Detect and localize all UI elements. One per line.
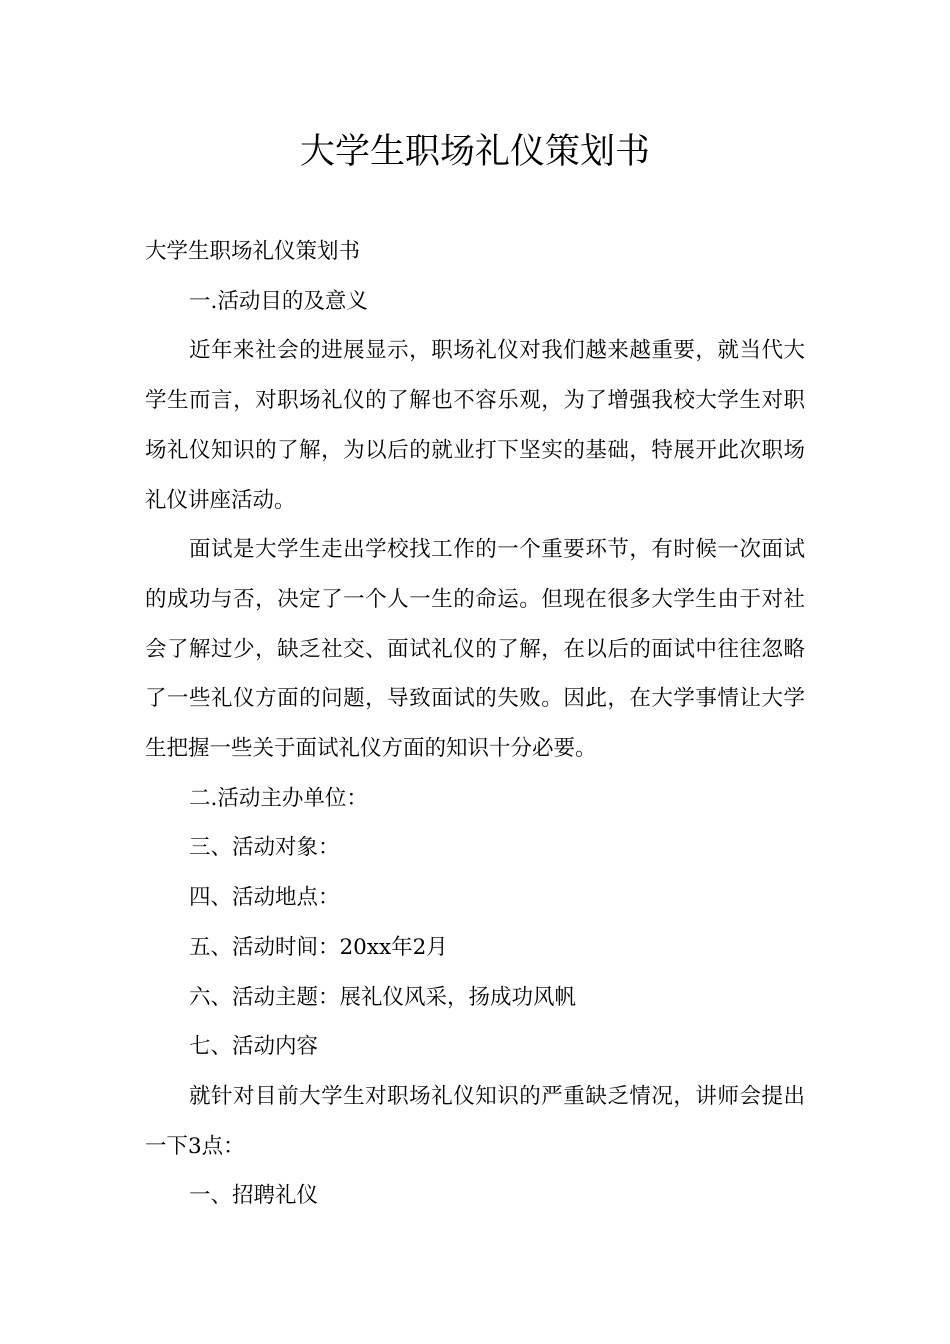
paragraph-content-intro: 就针对目前大学生对职场礼仪知识的严重缺乏情况，讲师会提出一下3点： <box>145 1083 805 1159</box>
section-heading-theme: 六、活动主题：展礼仪风采，扬成功风帆 <box>189 984 577 1010</box>
subtitle-paragraph: 大学生职场礼仪策划书 <box>145 239 361 264</box>
subsection-heading-recruitment: 一、招聘礼仪 <box>189 1183 319 1209</box>
section-heading-location: 四、活动地点： <box>189 885 340 911</box>
paragraph-interview: 面试是大学生走出学校找工作的一个重要环节，有时候一次面试的成功与否，决定了一个人一生的命运。但现在很多大学生由于对社会了解过少，缺乏社交、面试礼仪的了解，在以后的面试中往往忽略了一些礼仪方面的问题，导致面试的失败。因此，在大学事情让大学生把握一些关于面试礼仪方面的知识十分必要。 <box>145 537 805 762</box>
section-heading-content: 七、活动内容 <box>189 1034 319 1060</box>
section-heading-time: 五、活动时间：20xx年2月 <box>189 934 448 960</box>
section-heading-purpose: 一.活动目的及意义 <box>189 288 368 314</box>
document-body <box>145 227 805 1221</box>
section-heading-audience: 三、活动对象： <box>189 835 340 861</box>
paragraph-background: 近年来社会的进展显示，职场礼仪对我们越来越重要，就当代大学生而言，对职场礼仪的了解也不容乐观，为了增强我校大学生对职场礼仪知识的了解，为以后的就业打下坚实的基础，特展开此次职场礼仪讲座活动。 <box>145 338 805 513</box>
section-heading-organizer: 二.活动主办单位： <box>189 785 368 811</box>
document-title: 大学生职场礼仪策划书 <box>299 132 650 172</box>
